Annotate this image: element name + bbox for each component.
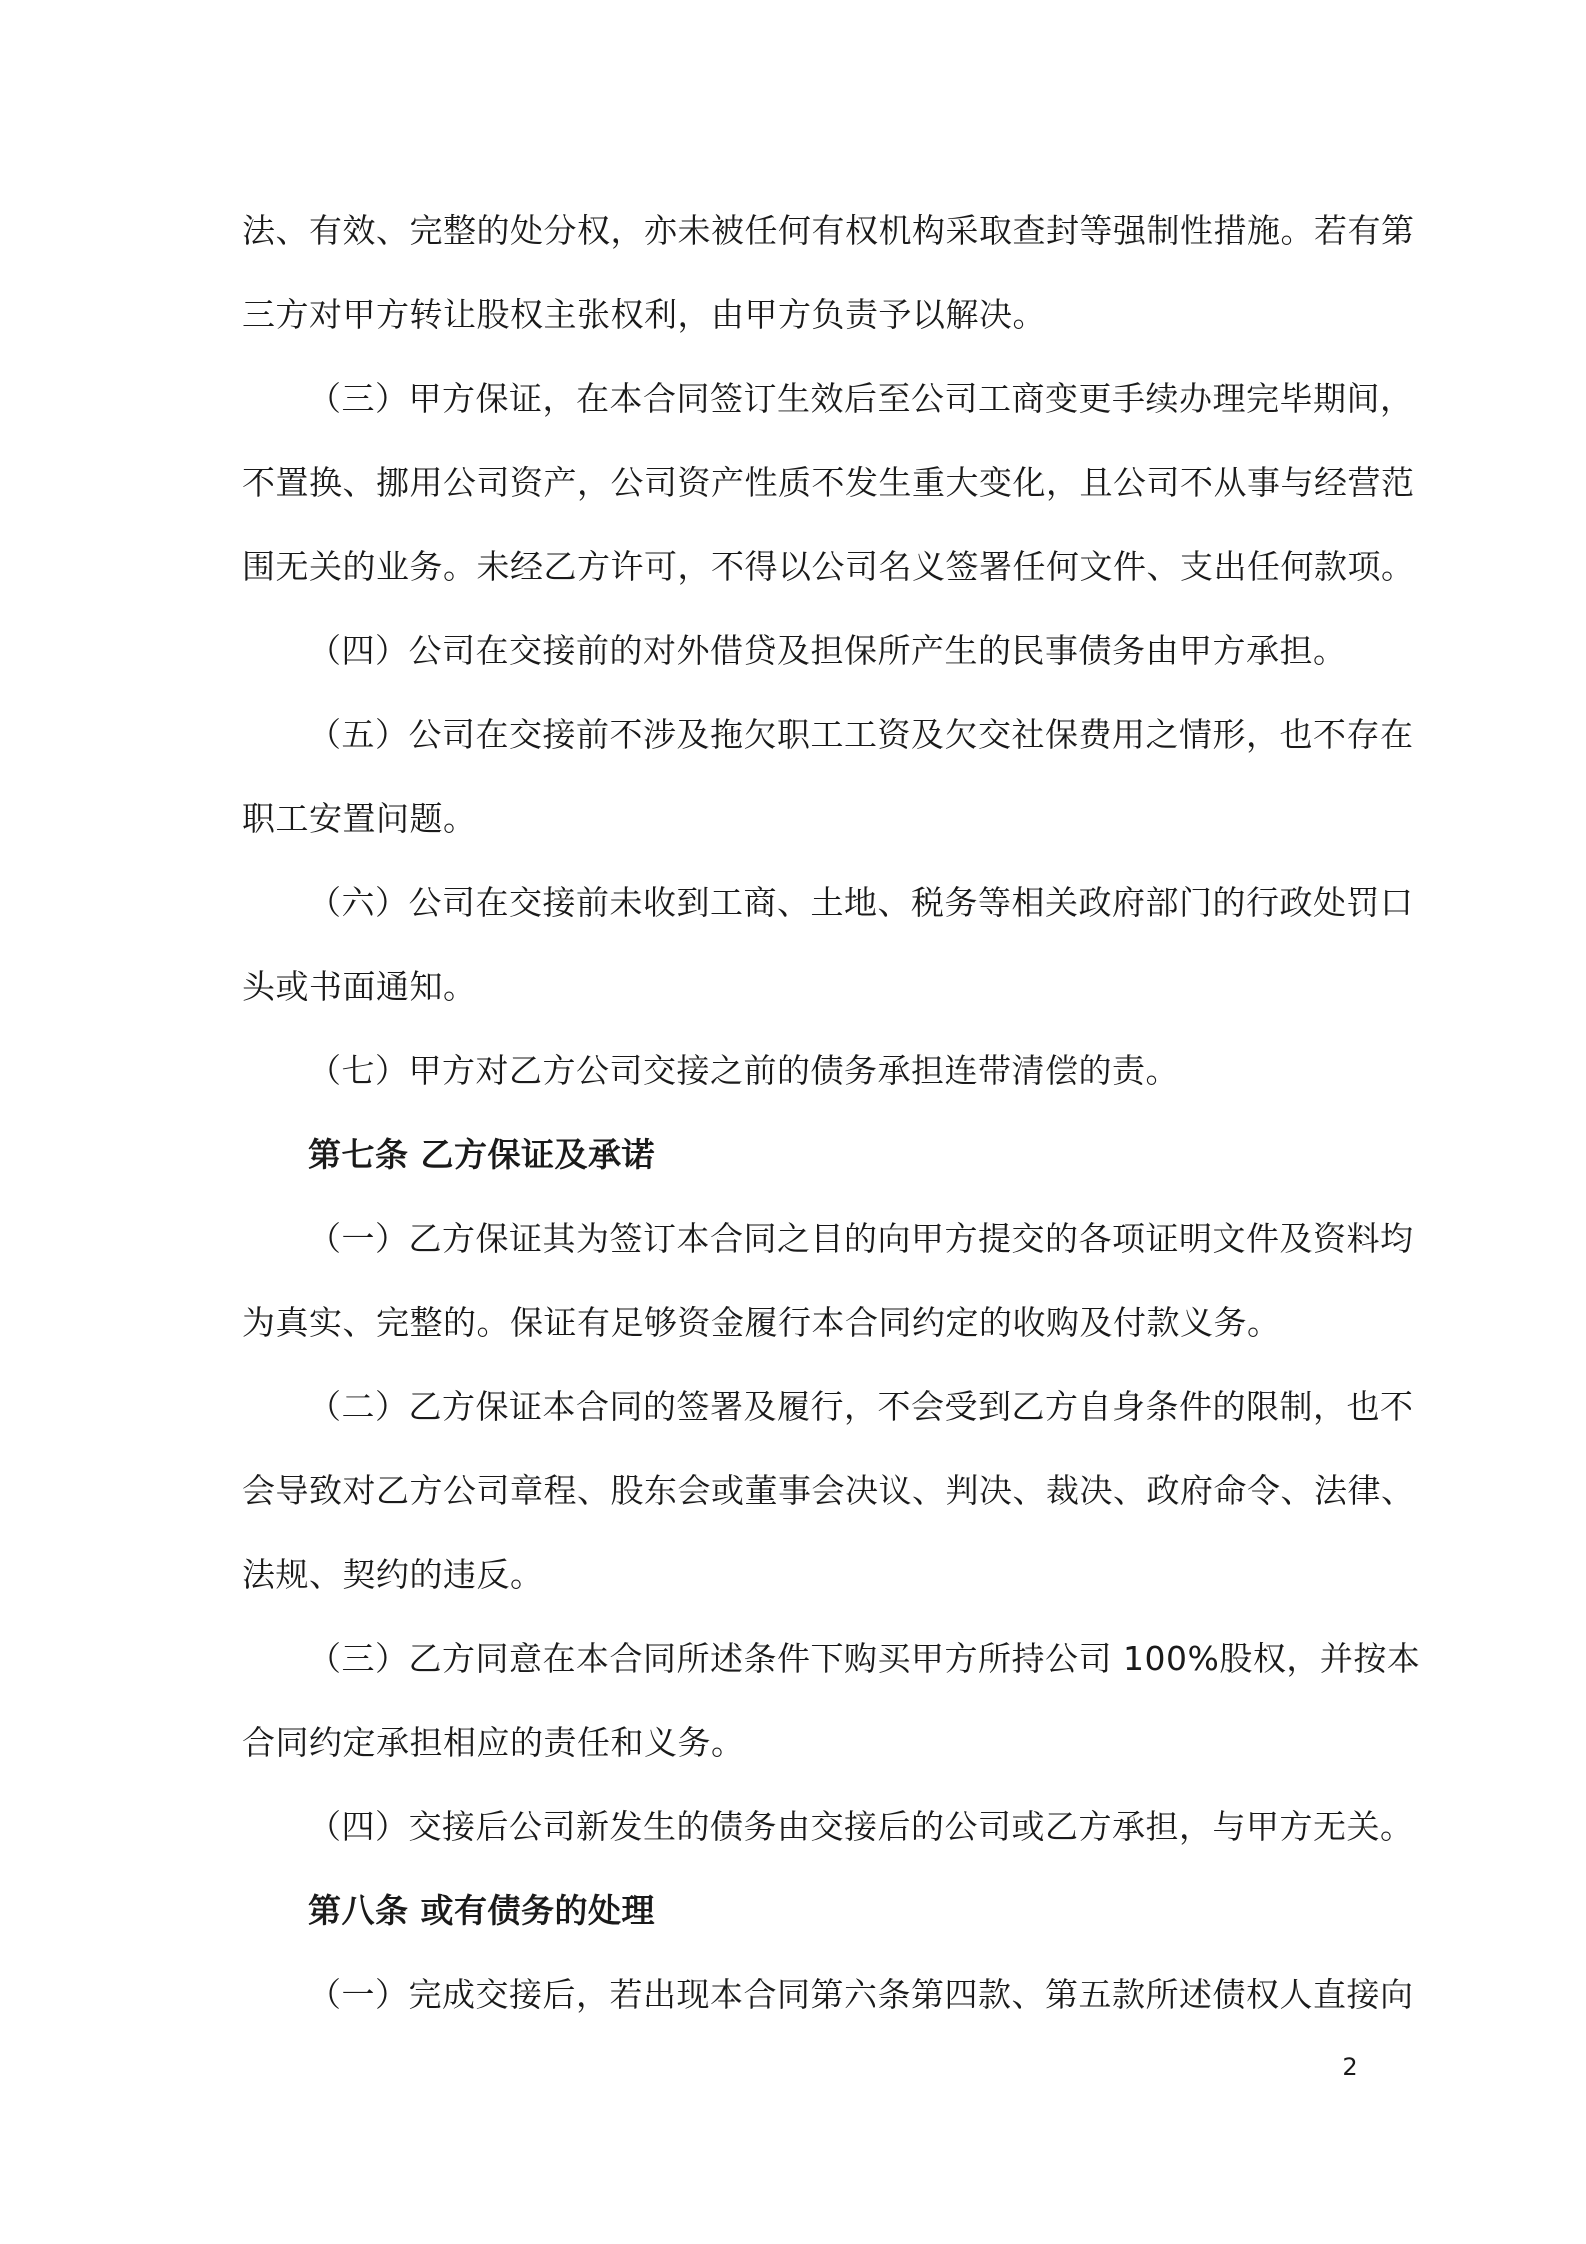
text-line: （一）乙方保证其为签订本合同之目的向甲方提交的各项证明文件及资料均: [308, 1219, 1414, 1258]
text-line: （四）交接后公司新发生的债务由交接后的公司或乙方承担，与甲方无关。: [308, 1807, 1414, 1846]
text-line: 头或书面通知。: [242, 967, 477, 1006]
text-line: 合同约定承担相应的责任和义务。: [242, 1723, 745, 1762]
text-line: （一）完成交接后，若出现本合同第六条第四款、第五款所述债权人直接向: [308, 1975, 1414, 2014]
page-number: 2: [1342, 2053, 1358, 2081]
text-line: （五）公司在交接前不涉及拖欠职工工资及欠交社保费用之情形，也不存在: [308, 715, 1414, 754]
text-line: （三）乙方同意在本合同所述条件下购买甲方所持公司 100%股权，并按本: [308, 1639, 1421, 1678]
text-line: （七）甲方对乙方公司交接之前的债务承担连带清偿的责。: [308, 1051, 1179, 1090]
text-line: 三方对甲方转让股权主张权利，由甲方负责予以解决。: [242, 295, 1046, 334]
text-line: 为真实、完整的。保证有足够资金履行本合同约定的收购及付款义务。: [242, 1303, 1281, 1342]
text-line: 不置换、挪用公司资产，公司资产性质不发生重大变化，且公司不从事与经营范: [242, 463, 1415, 502]
section-heading: 第八条 或有债务的处理: [308, 1891, 655, 1930]
text-line: （四）公司在交接前的对外借贷及担保所产生的民事债务由甲方承担。: [308, 631, 1347, 670]
text-line: （三）甲方保证，在本合同签订生效后至公司工商变更手续办理完毕期间，: [308, 379, 1414, 418]
text-line: （二）乙方保证本合同的签署及履行，不会受到乙方自身条件的限制，也不: [308, 1387, 1414, 1426]
text-line: 围无关的业务。未经乙方许可，不得以公司名义签署任何文件、支出任何款项。: [242, 547, 1415, 586]
text-line: 会导致对乙方公司章程、股东会或董事会决议、判决、裁决、政府命令、法律、: [242, 1471, 1415, 1510]
section-heading: 第七条 乙方保证及承诺: [308, 1135, 655, 1174]
text-line: 法、有效、完整的处分权，亦未被任何有权机构采取查封等强制性措施。若有第: [242, 211, 1415, 250]
text-line: 职工安置问题。: [242, 799, 477, 838]
text-line: （六）公司在交接前未收到工商、土地、税务等相关政府部门的行政处罚口: [308, 883, 1414, 922]
text-line: 法规、契约的违反。: [242, 1555, 544, 1594]
